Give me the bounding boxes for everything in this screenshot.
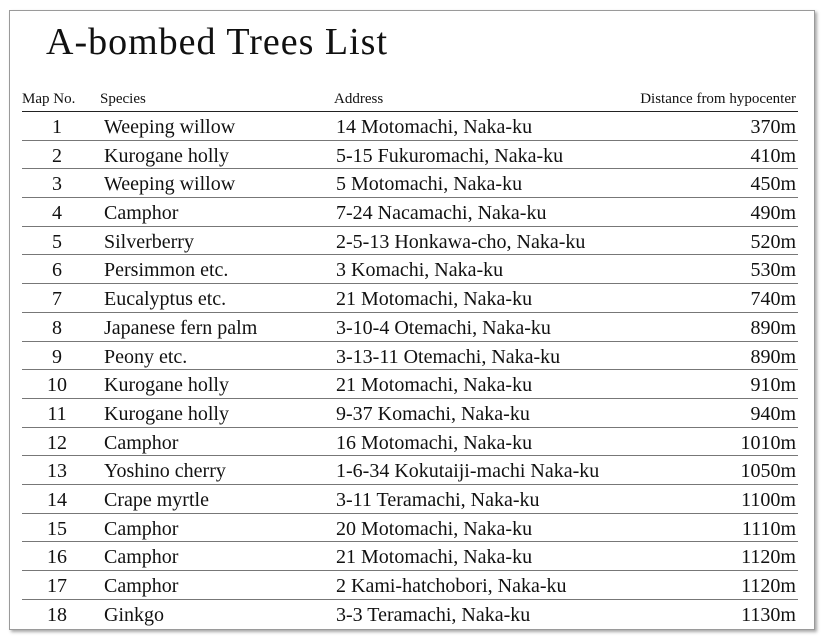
table-row xyxy=(22,284,798,313)
header-distance: Distance from hypocenter xyxy=(640,91,796,107)
table-row xyxy=(22,485,798,514)
cell-species: Kurogane holly xyxy=(104,374,229,397)
table-row xyxy=(22,342,798,371)
table-row xyxy=(22,571,798,600)
cell-distance: 1120m xyxy=(741,546,796,569)
cell-species: Crape myrtle xyxy=(104,488,209,511)
cell-distance: 450m xyxy=(750,173,796,196)
cell-species: Yoshino cherry xyxy=(104,460,226,483)
cell-address: 20 Motomachi, Naka-ku xyxy=(336,517,533,540)
cell-species: Weeping willow xyxy=(104,116,236,138)
cell-species: Eucalyptus etc. xyxy=(104,288,227,311)
cell-species: Weeping willow xyxy=(104,173,236,196)
cell-map-no: 2 xyxy=(52,144,62,167)
cell-address: 21 Motomachi, Naka-ku xyxy=(336,288,533,311)
cell-distance: 1110m xyxy=(741,517,796,540)
cell-species: Persimmon etc. xyxy=(104,259,229,282)
cell-distance: 1010m xyxy=(740,431,796,454)
cell-address: 21 Motomachi, Naka-ku xyxy=(336,546,533,569)
cell-map-no: 13 xyxy=(47,460,67,483)
table-row xyxy=(22,370,798,399)
table-row xyxy=(22,227,798,256)
cell-address: 3-3 Teramachi, Naka-ku xyxy=(336,603,531,626)
cell-distance: 370m xyxy=(750,116,796,138)
cell-address: 1-6-34 Kokutaiji-machi Naka-ku xyxy=(336,460,600,483)
cell-distance: 490m xyxy=(750,202,796,225)
cell-address: 3-11 Teramachi, Naka-ku xyxy=(336,488,540,511)
cell-distance: 1130m xyxy=(741,603,796,626)
cell-map-no: 17 xyxy=(47,575,67,597)
cell-distance: 940m xyxy=(750,402,796,425)
header-address: Address xyxy=(334,91,384,107)
table-row xyxy=(22,428,798,457)
cell-species: Camphor xyxy=(104,517,179,540)
cell-map-no: 1 xyxy=(52,116,62,138)
table-header xyxy=(22,88,798,112)
cell-map-no: 18 xyxy=(47,603,67,626)
cell-species: Camphor xyxy=(104,546,179,569)
table-row xyxy=(22,514,798,543)
cell-species: Camphor xyxy=(104,431,179,454)
header-map-no: Map No. xyxy=(22,91,76,107)
cell-address: 5-15 Fukuromachi, Naka-ku xyxy=(336,144,564,167)
cell-map-no: 9 xyxy=(52,345,62,368)
cell-address: 2-5-13 Honkawa-cho, Naka-ku xyxy=(336,230,586,253)
table-row xyxy=(22,399,798,428)
cell-address: 3-10-4 Otemachi, Naka-ku xyxy=(336,316,551,339)
cell-map-no: 15 xyxy=(47,517,67,540)
cell-species: Japanese fern palm xyxy=(104,316,258,339)
table-row xyxy=(22,600,798,629)
cell-distance: 410m xyxy=(750,144,796,167)
cell-map-no: 11 xyxy=(47,402,67,425)
cell-species: Ginkgo xyxy=(104,603,164,626)
cell-map-no: 8 xyxy=(52,316,62,339)
cell-distance: 520m xyxy=(750,230,796,253)
cell-distance: 740m xyxy=(750,288,796,311)
table-row xyxy=(22,456,798,485)
table-row xyxy=(22,313,798,342)
cell-distance: 890m xyxy=(750,345,796,368)
header-species: Species xyxy=(100,91,146,107)
cell-map-no: 3 xyxy=(52,173,62,196)
cell-address: 16 Motomachi, Naka-ku xyxy=(336,431,533,454)
cell-address: 5 Motomachi, Naka-ku xyxy=(336,173,523,196)
table-row xyxy=(22,112,798,141)
cell-species: Kurogane holly xyxy=(104,402,229,425)
cell-distance: 1050m xyxy=(740,460,796,483)
table-row xyxy=(22,198,798,227)
cell-address: 2 Kami-hatchobori, Naka-ku xyxy=(336,575,567,597)
cell-map-no: 4 xyxy=(52,202,62,225)
table-row xyxy=(22,141,798,170)
cell-map-no: 10 xyxy=(47,374,67,397)
cell-species: Camphor xyxy=(104,575,179,597)
cell-species: Camphor xyxy=(104,202,179,225)
cell-distance: 890m xyxy=(750,316,796,339)
cell-map-no: 14 xyxy=(47,488,67,511)
cell-address: 3-13-11 Otemachi, Naka-ku xyxy=(336,345,561,368)
table-row xyxy=(22,542,798,571)
cell-species: Silverberry xyxy=(104,230,194,253)
cell-map-no: 7 xyxy=(52,288,62,311)
cell-map-no: 12 xyxy=(47,431,67,454)
cell-address: 21 Motomachi, Naka-ku xyxy=(336,374,533,397)
cell-address: 3 Komachi, Naka-ku xyxy=(336,259,504,282)
cell-address: 7-24 Nacamachi, Naka-ku xyxy=(336,202,547,225)
cell-map-no: 5 xyxy=(52,230,62,253)
cell-distance: 910m xyxy=(750,374,796,397)
trees-table xyxy=(22,112,798,628)
cell-map-no: 6 xyxy=(52,259,62,282)
cell-address: 14 Motomachi, Naka-ku xyxy=(336,116,533,138)
cell-distance: 1100m xyxy=(741,488,796,511)
cell-address: 9-37 Komachi, Naka-ku xyxy=(336,402,530,425)
cell-distance: 1120m xyxy=(741,575,796,597)
cell-species: Kurogane holly xyxy=(104,144,229,167)
table-row xyxy=(22,255,798,284)
page-title: A-bombed Trees List xyxy=(46,21,388,63)
cell-species: Peony etc. xyxy=(104,345,188,368)
table-row xyxy=(22,169,798,198)
cell-map-no: 16 xyxy=(47,546,67,569)
cell-distance: 530m xyxy=(750,259,796,282)
